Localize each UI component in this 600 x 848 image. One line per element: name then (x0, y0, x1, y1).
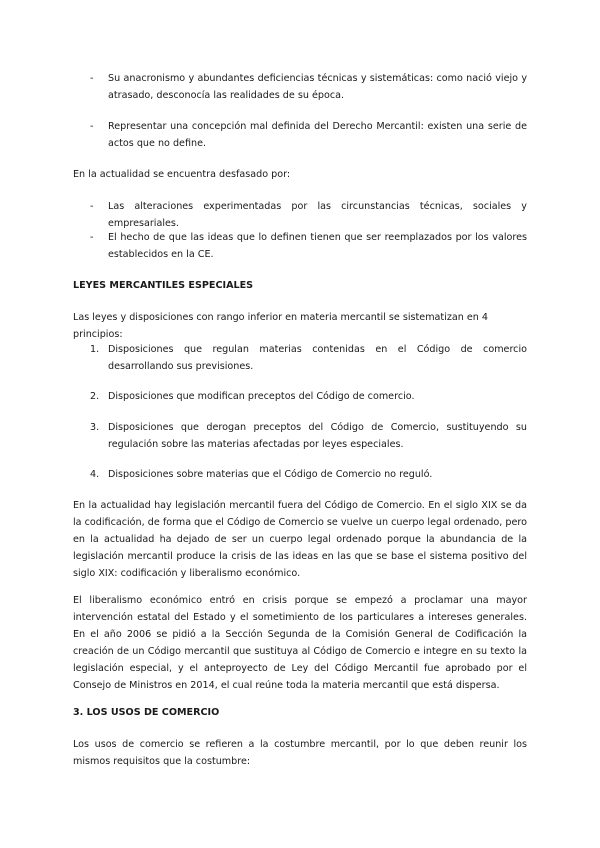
bullet-marker: - (90, 73, 94, 84)
numbered-item (90, 466, 527, 483)
numbered-item (90, 419, 527, 453)
list-item-text: Representar una concepción mal definida del Derecho Mercantil: existen una serie de actos que no define. (108, 121, 527, 149)
bullet-marker: - (90, 232, 94, 243)
section-heading-usos: 3. LOS USOS DE COMERCIO (73, 707, 220, 718)
intro-leyes: Las leyes y disposiciones con rango inferior en materia mercantil se sistematizan en 4 principios: (73, 312, 489, 340)
bullet-marker: - (90, 121, 94, 132)
numbered-item (90, 388, 527, 405)
number-marker: 4. (90, 469, 100, 480)
list-item-text: Las alteraciones experimentadas por las circunstancias técnicas, sociales y empresariales. (108, 201, 527, 229)
intro-desfasado: En la actualidad se encuentra desfasado por: (73, 169, 291, 180)
number-marker: 1. (90, 344, 100, 355)
numbered-item (90, 341, 527, 375)
section-heading-leyes: LEYES MERCANTILES ESPECIALES (73, 280, 254, 291)
numbered-item-text: Disposiciones que derogan preceptos del Código de Comercio, sustituyendo su regulación sobre las materias afectadas por leyes especiales. (108, 422, 527, 450)
numbered-item-text: Disposiciones que regulan materias contenidas en el Código de comercio desarrollando sus previsiones. (108, 344, 527, 372)
list-item-text: El hecho de que las ideas que lo definen tienen que ser reemplazados por los valores establecidos en la CE. (108, 232, 527, 260)
bullet-marker: - (90, 201, 94, 212)
paragraph-usos: Los usos de comercio se refieren a la costumbre mercantil, por lo que deben reunir los mismos requisitos que la costumbre: (73, 739, 527, 767)
list-item (90, 198, 527, 232)
number-marker: 2. (90, 391, 100, 402)
list-item (90, 118, 527, 152)
numbered-item-text: Disposiciones que modifican preceptos del Código de comercio. (108, 391, 415, 402)
numbered-item-text: Disposiciones sobre materias que el Código de Comercio no reguló. (108, 469, 433, 480)
paragraph-liberalismo: El liberalismo económico entró en crisis porque se empezó a proclamar una mayor intervención estatal del Estado y el sometimiento de los particulares a intereses generales. En el año 2006 se pidió a la Sección Segunda de la Comisión General de Codificación la creación de un Código mercantil que sustituya al Código de Comercio e integre en su texto la legislación especial, y el anteproyecto de Ley del Código Mercantil fue aprobado por el Consejo de Ministros en 2014, el cual reúne toda la materia mercantil que está dispersa. (73, 595, 527, 691)
paragraph-actualidad: En la actualidad hay legislación mercantil fuera del Código de Comercio. En el siglo XIX se da la codificación, de forma que el Código de Comercio se vuelve un cuerpo legal ordenado, pero en la actualidad ha dejado de ser un cuerpo legal ordenado porque la abundancia de la legislación mercantil produce la crisis de las ideas en las que se base el sistema positivo del siglo XIX: codificación y liberalismo económico. (73, 500, 527, 579)
list-item (90, 229, 527, 263)
list-item (90, 70, 527, 104)
number-marker: 3. (90, 422, 100, 433)
list-item-text: Su anacronismo y abundantes deficiencias técnicas y sistemáticas: como nació viejo y atrasado, desconocía las realidades de su época. (108, 73, 527, 101)
